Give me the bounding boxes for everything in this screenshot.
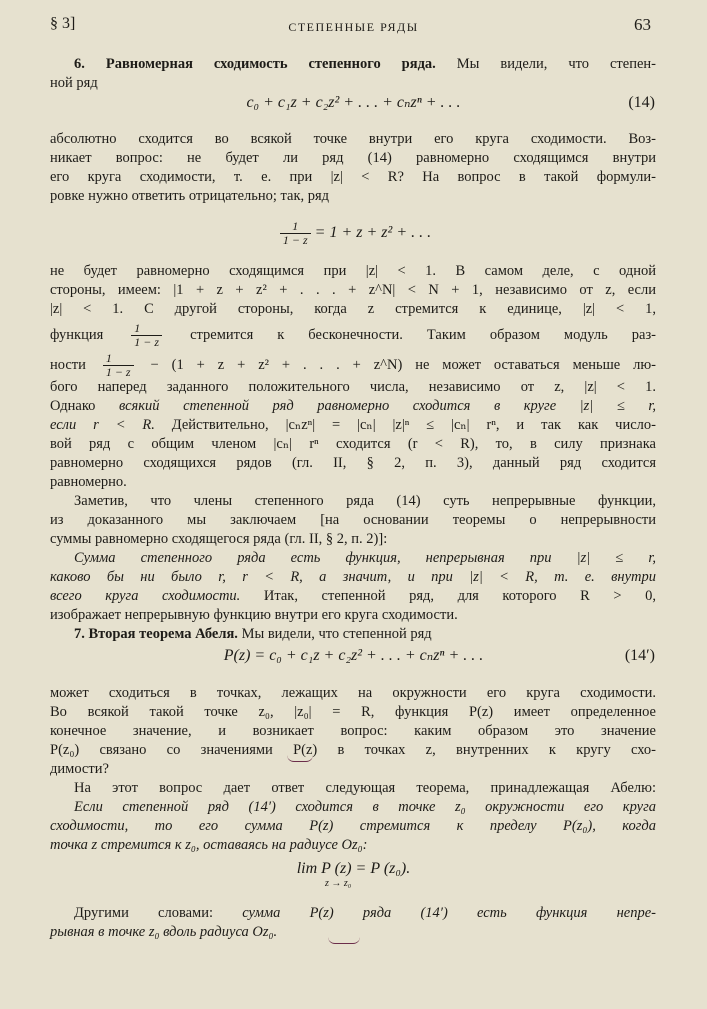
paragraph-6-line: 6. Равномерная сходимость степенного ряда. Мы видели, что степен-	[74, 56, 656, 72]
text-line: конечное значение, и возникает вопрос: каким образом это значение	[50, 723, 656, 739]
equation-number-14-prime: (14′)	[624, 647, 655, 664]
section-6-heading: 6. Равномерная сходимость степенного ряда.	[74, 56, 436, 72]
theorem-line: точка z стремится к z₀, оставаясь на радиусе Oz₀:	[50, 837, 368, 853]
text-line: никает вопрос: не будет ли ряд (14) равномерно сходящимся внутри	[50, 150, 656, 166]
pen-underline-mark	[287, 755, 313, 762]
fraction: $\frac{1}{1 - z}$	[280, 220, 311, 247]
geometric-series-equation: $\frac{1}{1 - z}$ = 1 + z + z² + . . .	[0, 220, 707, 247]
theorem-line: каково бы ни было r, r < R, а значит, и при |z| < R, т. е. внутри	[50, 569, 656, 585]
text-line: не будет равномерно сходящимся при |z| < 1. В самом деле, с одной	[50, 263, 656, 279]
text-line: абсолютно сходится во всякой точке внутри его круга сходимости. Воз-	[50, 131, 656, 147]
page-number: 63	[634, 15, 651, 34]
limit-equation: lim P (z) = P (z₀).	[296, 860, 411, 877]
section-7-heading: 7. Вторая теорема Абеля.	[74, 626, 238, 642]
equation-number-14: (14)	[628, 94, 655, 111]
theorem-line: сходимости, то его сумма P(z) стремится к пределу P(z₀), когда	[50, 818, 656, 834]
running-title: СТЕПЕННЫЕ РЯДЫ	[288, 20, 419, 34]
fraction: $\frac{1}{1 - z}$	[131, 322, 162, 349]
text-line: Во всякой такой точке z₀, |z₀| = R, функция P(z) имеет определенное	[50, 704, 656, 720]
text-line: Однако всякий степенной ряд равномерно сходится в круге |z| ≤ r,	[50, 398, 656, 414]
text-line: ной ряд	[50, 75, 98, 91]
text-line: ровке нужно ответить отрицательно; так, ряд	[50, 188, 330, 204]
text-line: димости?	[50, 761, 109, 777]
fraction: $\frac{1}{1 - z}$	[103, 352, 134, 379]
text-line: суммы равномерно сходящегося ряда (гл. II, § 2, п. 2)]:	[50, 531, 388, 547]
text-line: из доказанного мы заключаем [на основании теоремы о непрерывности	[50, 512, 656, 528]
text-line: вой ряд с общим членом |cₙ| rⁿ сходится (r < R), то, в силу признака	[50, 436, 656, 452]
pen-underline-mark	[328, 937, 360, 944]
text-line: На этот вопрос дает ответ следующая теорема, принадлежащая Абелю:	[74, 780, 656, 796]
text-line: его круга сходимости, т. е. при |z| < R? На вопрос в такой формули-	[50, 169, 656, 185]
text-line: изображает непрерывную функцию внутри его круга сходимости.	[50, 607, 458, 623]
text-line: если r < R. Действительно, |cₙzⁿ| = |cₙ| |z|ⁿ ≤ |cₙ| rⁿ, и так как число-	[50, 417, 656, 433]
limit-subscript: z → z₀	[325, 878, 352, 889]
text-line: равномерно.	[50, 474, 127, 490]
theorem-line: Сумма степенного ряда есть функция, непрерывная при |z| ≤ r,	[74, 550, 656, 566]
theorem-line: Если степенной ряд (14′) сходится в точке z₀ окружности его круга	[74, 799, 656, 815]
text-line: Заметив, что члены степенного ряда (14) суть непрерывные функции,	[74, 493, 656, 509]
paragraph-7-line: 7. Вторая теорема Абеля. Мы видели, что степенной ряд	[74, 626, 432, 642]
text-line: равномерно сходящихся рядов (гл. II, § 2, п. 3), данный ряд сходится	[50, 455, 656, 471]
text-line: функция $\frac{1}{1 - z}$ стремится к бесконечности. Таким образом модуль раз-	[50, 321, 657, 349]
text-line: Другими словами: сумма P(z) ряда (14′) есть функция непре-	[74, 905, 656, 921]
text-line: рывная в точке z₀ вдоль радиуса Oz₀.	[50, 924, 278, 940]
text-line: бого наперед заданного положительного числа, независимо от z, |z| < 1.	[50, 379, 656, 395]
text-line: P(z₀) связано со значениями P(z) в точках z, внутренних к кругу схо-	[50, 742, 656, 758]
text-line: ности $\frac{1}{1 - z}$ − (1 + z + z² + . . . + z^N) не может оставаться меньше лю-	[50, 351, 656, 379]
section-marker: § 3]	[50, 15, 76, 32]
text-line: стороны, имеем: |1 + z + z² + . . . + z^N| < N + 1, независимо от z, если	[50, 282, 656, 298]
text-line: всего круга сходимости. Итак, степенной ряд, для которого R > 0,	[50, 588, 656, 604]
equation-14-prime: P(z) = c₀ + c₁z + c₂z² + . . . + cₙzⁿ + . . .	[223, 647, 484, 664]
equation-14: c₀ + c₁z + c₂z² + . . . + cₙzⁿ + . . .	[246, 94, 461, 111]
text-line: может сходиться в точках, лежащих на окружности его круга сходимости.	[50, 685, 656, 701]
text-line: |z| < 1. С другой стороны, когда z стремится к единице, |z| < 1,	[50, 301, 656, 317]
